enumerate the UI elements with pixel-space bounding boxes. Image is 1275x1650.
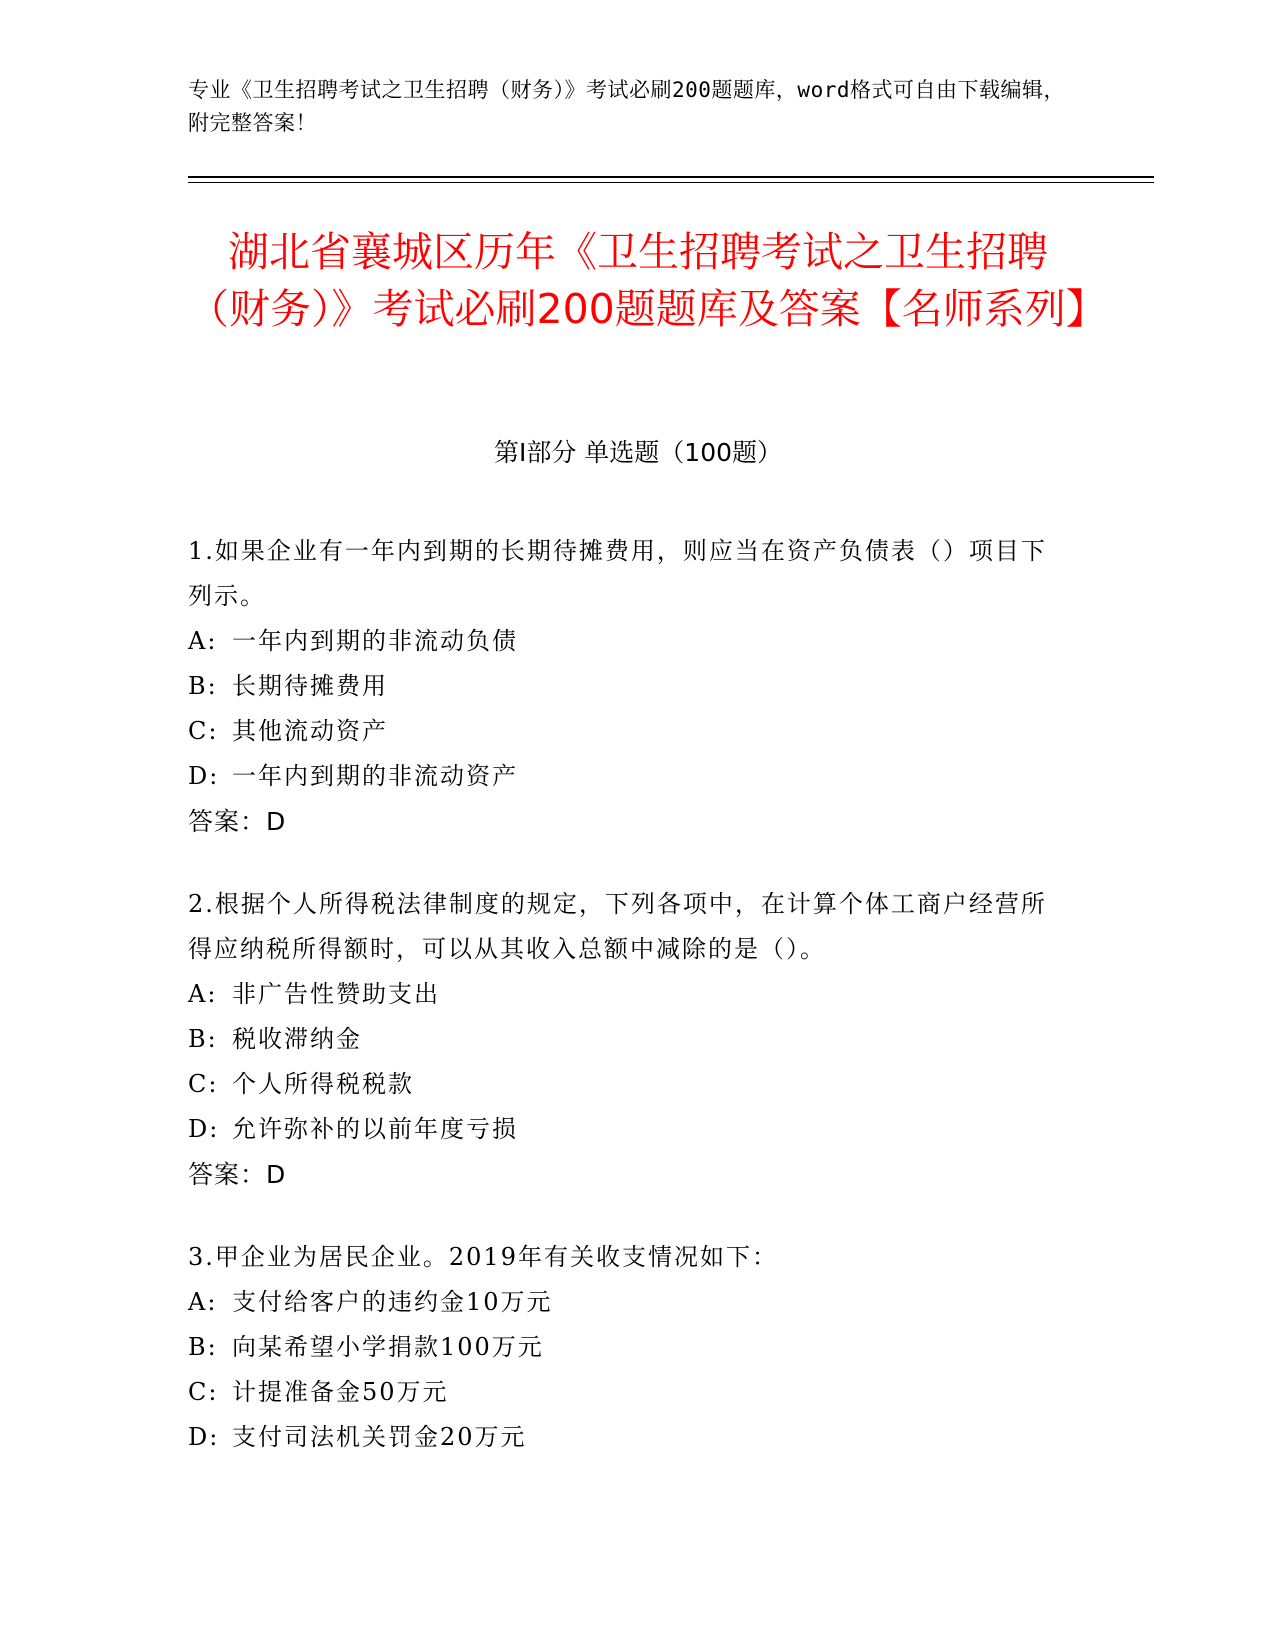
option-text: 税收滞纳金 [232,1025,362,1053]
option-text: 一年内到期的非流动资产 [232,762,518,790]
option-b [188,1017,1068,1062]
question-item [188,1235,1068,1460]
option-key: A: [188,1288,218,1316]
answer-text: 答案：D [188,1160,287,1189]
option-text: 支付给客户的违约金10万元 [232,1288,553,1316]
document-title: 湖北省襄城区历年《卫生招聘考试之卫生招聘（财务）》考试必刷200题题库及答案【名师系列】 [188,228,1107,333]
question-list [188,529,1068,1498]
option-text: 长期待摊费用 [232,672,388,700]
option-text: 允许弥补的以前年度亏损 [232,1115,518,1143]
option-c [188,709,1068,754]
answer-text: 答案：D [188,807,287,836]
option-text: 其他流动资产 [232,717,388,745]
option-b [188,664,1068,709]
option-a [188,972,1068,1017]
option-key: B: [188,1333,218,1361]
option-a [188,619,1068,664]
option-b [188,1325,1068,1370]
section-heading: 第Ⅰ部分 单选题（100题） [493,438,783,467]
option-key: C: [188,717,219,745]
option-text: 个人所得税税款 [232,1070,414,1098]
option-key: D: [188,1423,220,1451]
option-d [188,1107,1068,1152]
question-text: 1.如果企业有一年内到期的长期待摊费用，则应当在资产负债表（）项目下列示。 [188,537,1047,610]
question-item [188,882,1068,1197]
option-key: A: [188,980,218,1008]
option-text: 非广告性赞助支出 [232,980,440,1008]
option-key: C: [188,1378,219,1406]
option-text: 计提准备金50万元 [232,1378,449,1406]
option-c [188,1370,1068,1415]
option-a [188,1280,1068,1325]
option-key: B: [188,672,218,700]
option-key: D: [188,762,220,790]
option-d [188,1415,1068,1460]
option-key: B: [188,1025,218,1053]
option-text: 支付司法机关罚金20万元 [232,1423,527,1451]
question-text: 3.甲企业为居民企业。2019年有关收支情况如下： [188,1243,778,1271]
question-text: 2.根据个人所得税法律制度的规定，下列各项中，在计算个体工商户经营所得应纳税所得额时，可以从其收入总额中减除的是（）。 [188,890,1047,963]
option-c [188,1062,1068,1107]
option-text: 向某希望小学捐款100万元 [232,1333,544,1361]
option-key: A: [188,627,218,655]
question-item [188,529,1068,844]
option-key: C: [188,1070,219,1098]
option-text: 一年内到期的非流动负债 [232,627,518,655]
option-key: D: [188,1115,220,1143]
header-rule-thin [188,182,1154,183]
intro-text: 专业《卫生招聘考试之卫生招聘（财务）》考试必刷200题题库，word格式可自由下载编辑，附完整答案！ [188,78,1065,135]
option-d [188,754,1068,799]
header-rule-thick [188,176,1154,178]
